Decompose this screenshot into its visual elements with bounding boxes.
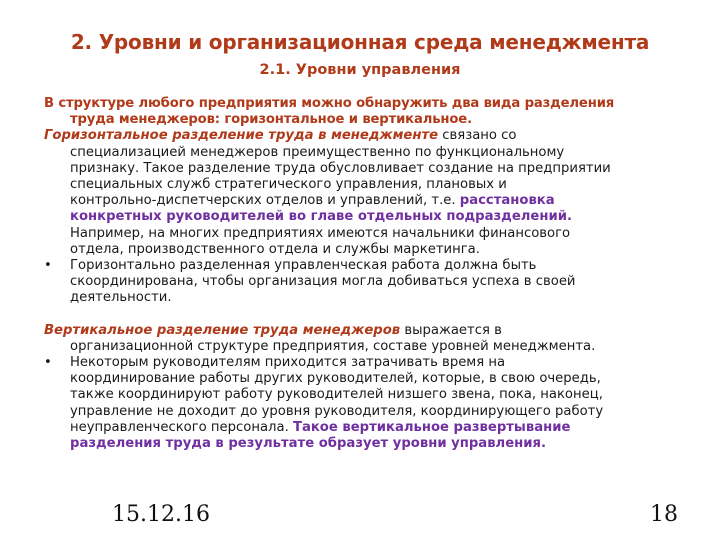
slide-subtitle: 2.1. Уровни управления: [259, 62, 461, 78]
bullet-line: скоординирована, чтобы организация могла добиваться успеха в своей: [70, 274, 576, 290]
intro-line-2: труда менеджеров: горизонтальное и вертикальное.: [70, 112, 472, 128]
intro-line-1: В структуре любого предприятия можно обнаружить два вида разделения: [44, 96, 615, 111]
bullet-line: координирование работы других руководителей, которые, в свою очередь,: [70, 371, 601, 387]
horizontal-term: Горизонтальное разделение труда в менеджменте: [44, 128, 439, 144]
slide-page-number: 18: [650, 502, 678, 527]
horizontal-rest: связано со: [438, 128, 517, 144]
bullet-line: деятельности.: [70, 290, 172, 306]
horizontal-line-prefix: контрольно-диспетчерских отделов и управлений, т.е.: [70, 193, 460, 209]
bullet-item-2: [44, 355, 684, 452]
slide-body: [44, 96, 684, 452]
bullet-line: Горизонтально разделенная управленческая работа должна быть: [70, 258, 537, 274]
horizontal-highlight-2: конкретных руководителей во главе отдельных подразделений.: [70, 209, 572, 225]
horizontal-after-line: отдела, производственного отдела и службы маркетинга.: [70, 241, 480, 257]
spacer: [44, 307, 684, 323]
horizontal-line-last: [44, 193, 684, 209]
vertical-paragraph: [44, 323, 684, 355]
slide-title: 2. Уровни и организационная среда менеджмента: [70, 30, 650, 54]
horizontal-line: специализацией менеджеров преимущественно по функциональному: [70, 144, 565, 160]
horizontal-highlight-1: расстановка: [459, 193, 555, 209]
horizontal-after-line: Например, на многих предприятиях имеются начальники финансового: [70, 225, 571, 241]
bullet-line-last: [70, 420, 684, 436]
bullet-marker: •: [44, 355, 52, 371]
vertical-term: Вертикальное разделение труда менеджеров: [44, 322, 401, 338]
bullet-line: Некоторым руководителям приходится затрачивать время на: [70, 355, 506, 371]
slide-date: 15.12.16: [112, 502, 210, 527]
vertical-rest: выражается в: [400, 322, 502, 338]
bullet-marker: •: [44, 258, 52, 274]
vertical-highlight-2: разделения труда в результате образует уровни управления.: [70, 436, 546, 452]
intro-paragraph: [44, 96, 684, 128]
horizontal-line: признаку. Такое разделение труда обусловливает создание на предприятии: [70, 160, 611, 176]
bullet-line-prefix: неуправленческого персонала.: [70, 419, 293, 435]
bullet-line: также координируют работу руководителей низшего звена, пока, наконец,: [70, 387, 603, 403]
bullet-line: управление не доходит до уровня руководителя, координирующего работу: [70, 403, 604, 419]
vertical-highlight-1: Такое вертикальное развертывание: [292, 419, 571, 435]
horizontal-line: специальных служб стратегического управления, плановых и: [70, 177, 507, 193]
horizontal-paragraph: [44, 128, 684, 258]
vertical-line-2: организационной структуре предприятия, составе уровней менеджмента.: [70, 338, 596, 354]
bullet-item-1: [44, 258, 684, 307]
